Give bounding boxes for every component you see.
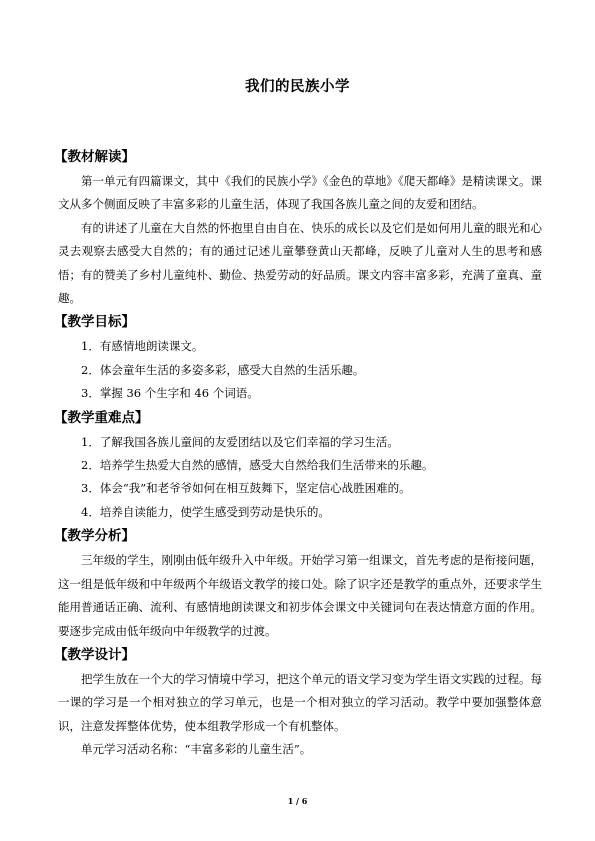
list-item: 3．体会“我”和老爷爷如何在相互鼓舞下，坚定信心战胜困难的。 [81,481,411,496]
section-teaching-goals [54,310,542,405]
page-title: 我们的民族小学 [245,79,350,95]
list-item: 3．掌握 36 个生字和 46 个词语。 [81,386,259,401]
list-item: 1．有感情地朗读课文。 [81,339,204,354]
page-number: 1 / 6 [287,796,308,806]
section-teaching-analysis [54,524,542,643]
paragraph: 把学生放在一个大的学习情境中学习，把这个单元的语文学习变为学生语文实践的过程。每一课的学习是一个相对独立的学习单元，也是一个相对独立的学习活动。教学中要加强整体意识，注意发挥整体优势，使本组教学形成一个有机整体。 [58,671,542,733]
section-key-difficulties [54,406,542,525]
list-item: 1．了解我国各族儿童间的友爱团结以及它们幸福的学习生活。 [81,434,399,449]
section-textbook-analysis [54,145,542,310]
goals-list [58,335,542,405]
paragraph: 单元学习活动名称：“丰富多彩的儿童生活”。 [81,742,312,757]
section-heading: 【教学设计】 [54,646,135,663]
paragraph: 三年级的学生，刚刚由低年级升入中年级。开始学习第一组课文，首先考虑的是衔接问题，这一组是低年级和中年级两个年级语文教学的接口处。除了识字还是教学的重点外，还要求学生能用普通话正确、流利、有感情地朗读课文和初步体会课文中关键词句在表达情意方面的作用。要逐步完成由低年级向中年级教学的过渡。 [58,553,542,638]
document-body [54,145,542,762]
difficulties-list [58,431,542,525]
section-heading: 【教学目标】 [54,314,135,331]
paragraph: 有的讲述了儿童在大自然的怀抱里自由自在、快乐的成长以及它们是如何用儿童的眼光和心灵去观察去感受大自然的；有的通过记述儿童攀登黄山天都峰，反映了儿童对人生的思考和感悟；有的赞美了乡村儿童纯朴、勤俭、热爱劳动的好品质。课文内容丰富多彩，充满了童真、童趣。 [58,220,542,306]
section-heading: 【教材解读】 [54,149,135,165]
list-item: 2．体会童年生活的多姿多彩，感受大自然的生活乐趣。 [81,362,365,377]
paragraph: 第一单元有四篇课文，其中《我们的民族小学》《金色的草地》《爬天都峰》是精读课文。课文从多个侧面反映了丰富多彩的儿童生活，体现了我国各族儿童之间的友爱和团结。 [58,174,542,212]
section-heading: 【教学分析】 [54,528,135,545]
section-teaching-design [54,643,542,762]
list-item: 2．培养学生热爱大自然的感情，感受大自然给我们生活带来的乐趣。 [81,458,434,473]
section-heading: 【教学重难点】 [54,409,149,426]
list-item: 4．培养自读能力，使学生感受到劳动是快乐的。 [81,504,330,519]
